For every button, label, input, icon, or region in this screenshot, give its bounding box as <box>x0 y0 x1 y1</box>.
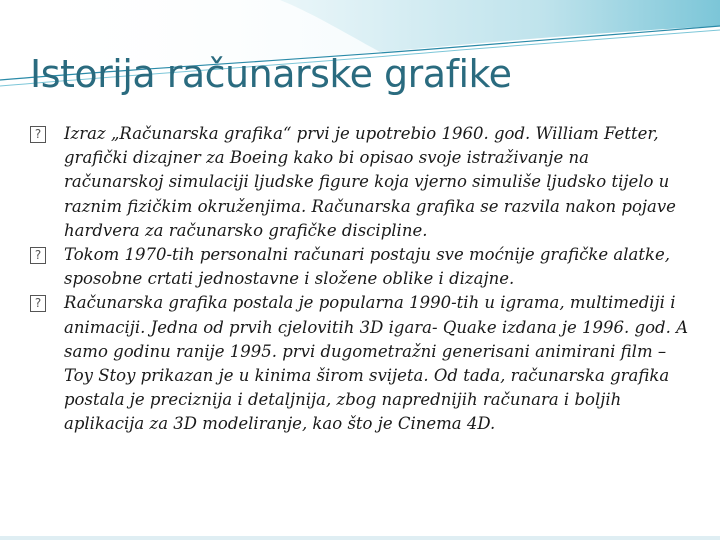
bullet-icon: ? <box>30 295 46 312</box>
bullet-text: Tokom 1970-tih personalni računari postaju sve moćnije grafičke alatke, sposobne crtati jednostavne i složene oblike i dizajne. <box>64 245 670 289</box>
bullet-item <box>30 243 690 291</box>
slide-title: Istorija računarske grafike <box>30 52 512 96</box>
bullet-text: Računarska grafika postala je popularna 1990-tih u igrama, multimediji i animaciji. Jedna od prvih cjelovitih 3D igara- Quake izdana je 1996. god. A samo godinu ranije 1995. prvi dugometražni generisani animirani film – Toy Stoy prikazan je u kinima širom svijeta. Od tada, računarska grafika postala je precizniјa i detaljnija, zbog naprednijih računara i boljih aplikacija za 3D modeliranje, kao što je Cinema 4D. <box>64 293 688 434</box>
bullet-text: Izraz „Računarska grafika“ prvi je upotrebio 1960. god. William Fetter, grafički dizajner za Boeing kako bi opisao svoje istraživanje na računarskoj simulaciji ljudske figure koja vjerno simuliše ljudsko tijelo u raznim fizičkim okruženjima. Računarska grafika se razvila nakon pojave hardvera za računarsko grafičke discipline. <box>64 124 676 240</box>
bullet-list <box>30 122 690 437</box>
footer-bar <box>0 536 720 540</box>
bullet-item <box>30 122 690 243</box>
bullet-icon: ? <box>30 126 46 143</box>
bullet-icon: ? <box>30 247 46 264</box>
bullet-item <box>30 291 690 436</box>
